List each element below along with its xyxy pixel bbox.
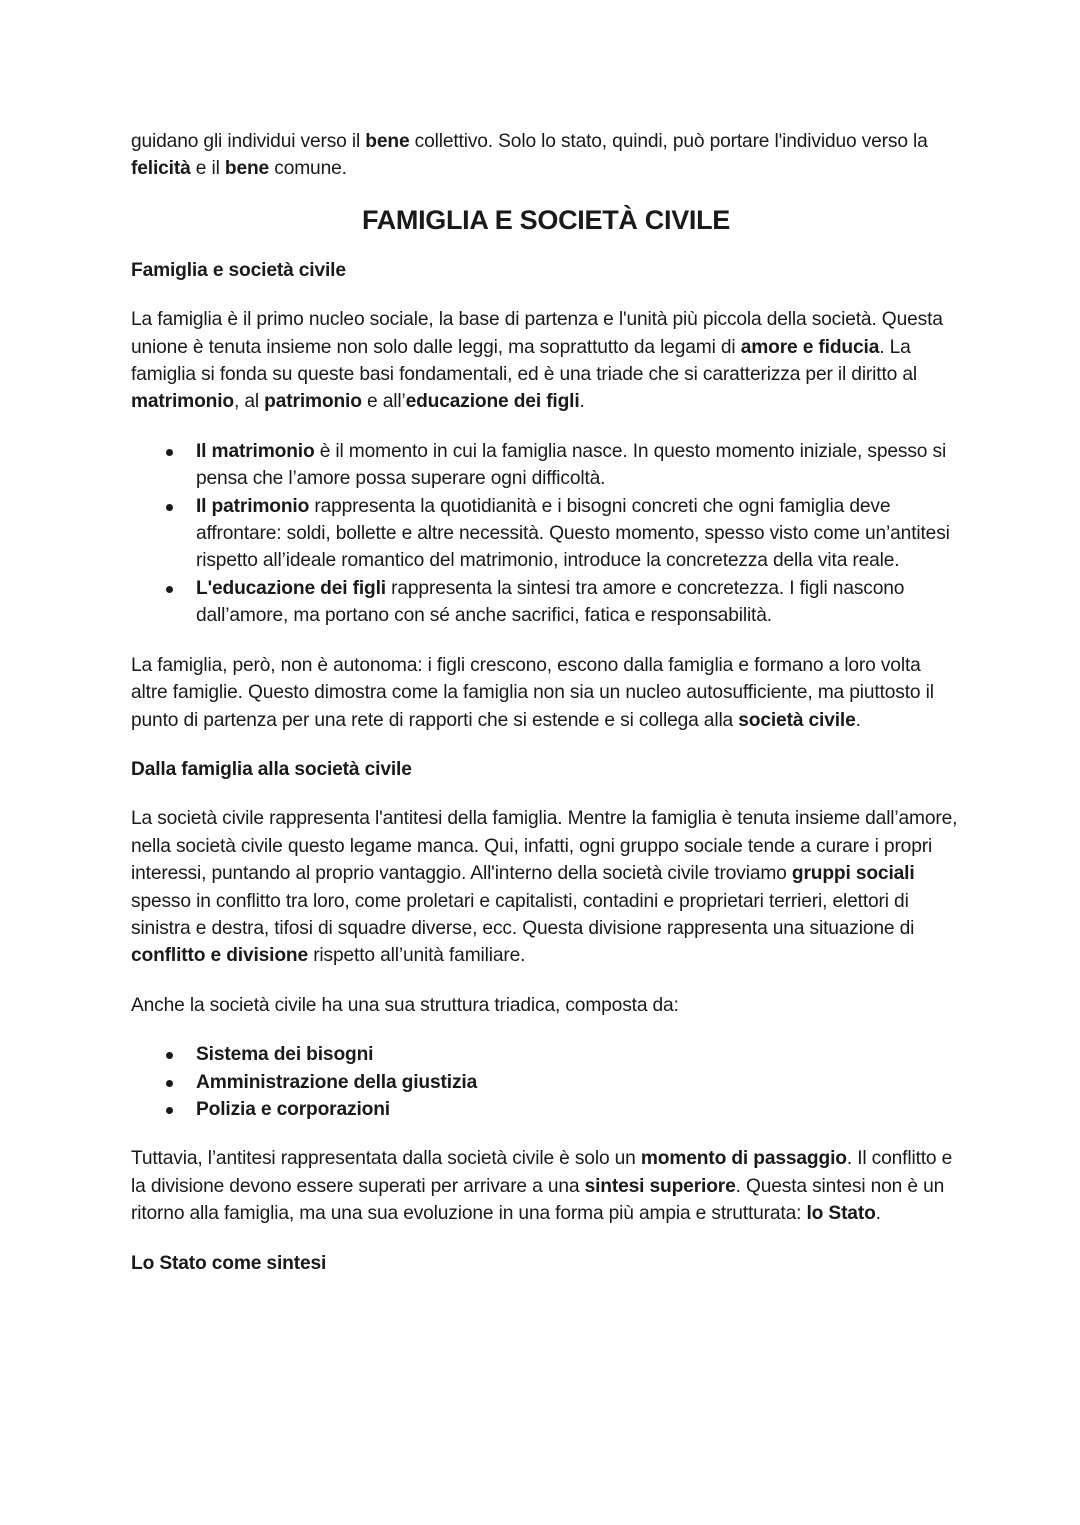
bullet-icon [166, 1107, 173, 1114]
famiglia-paragraph-2: La famiglia, però, non è autonoma: i figli crescono, escono dalla famiglia e formano a loro volta altre famiglie. Questo dimostra come la famiglia non sia un nucleo autosufficiente, ma piuttosto il punto di partenza per una rete di rapporti che si estende e si collega alla società civile. [131, 654, 934, 731]
bold-emphasis: amore e fiducia [740, 336, 880, 358]
bold-emphasis: patrimonio [264, 391, 362, 413]
bold-emphasis: Il patrimonio [196, 495, 310, 517]
list-item-educazione [196, 575, 961, 630]
bullet-icon [166, 1080, 173, 1087]
bold-emphasis: gruppi sociali [791, 863, 915, 885]
societa-paragraph-3: Tuttavia, l’antitesi rappresentata dalla società civile è solo un momento di passaggio. Il conflitto e la divisione devono essere superati per arrivare a una sintesi superiore. Questa sintesi non è un ritorno alla famiglia, ma una sua evoluzione in una forma più ampia e strutturata: lo Stato. [131, 1148, 953, 1225]
bold-emphasis: Il matrimonio [196, 440, 315, 462]
bullet-icon [166, 1052, 173, 1059]
bold-emphasis: conflitto e divisione [131, 945, 309, 967]
list-item-text [196, 1099, 390, 1120]
bold-emphasis: matrimonio [131, 391, 234, 413]
bold-emphasis: educazione dei figli [405, 391, 580, 413]
societa-paragraph-1: La società civile rappresenta l'antitesi della famiglia. Mentre la famiglia è tenuta insieme dall’amore, nella società civile questo legame manca. Qui, infatti, ogni gruppo sociale tende a curare i propri interessi, puntando al proprio vantaggio. All'interno della società civile troviamo gruppi sociali spesso in conflitto tra loro, come proletari e capitalisti, contadini e proprietari terrieri, elettori di sinistra e destra, tifosi di squadre diverse, ecc. Questa divisione rappresenta una situazione di conflitto e divisione rispetto all’unità familiare. [131, 808, 958, 967]
document-page [131, 128, 961, 1277]
list-item-amministrazione-giustizia [196, 1069, 961, 1096]
bullet-icon [166, 504, 173, 511]
list-item-text: Il patrimonio rappresenta la quotidianità e i bisogni concreti che ogni famiglia deve affrontare: soldi, bollette e altre necessità. Questo momento, spesso visto come un’antitesi rispetto all’ideale romantico del matrimonio, introduce la concretezza della vita reale. [196, 495, 950, 572]
bold-emphasis: Sistema dei bisogni [196, 1044, 374, 1066]
list-item-text: Il matrimonio è il momento in cui la famiglia nasce. In questo momento iniziale, spesso si pensa che l’amore possa superare ogni difficoltà. [196, 440, 947, 490]
section-title: FAMIGLIA E SOCIETÀ CIVILE [361, 204, 731, 235]
bold-emphasis: felicità [131, 158, 191, 180]
societa-triad-list [131, 1041, 961, 1123]
bold-emphasis: L'educazione dei figli [196, 577, 386, 599]
intro-paragraph: guidano gli individui verso il bene collettivo. Solo lo stato, quindi, può portare l'individuo verso la felicità e il bene comune. [131, 131, 928, 180]
subsection-heading-dalla-famiglia: Dalla famiglia alla società civile [131, 758, 412, 780]
list-item-matrimonio [196, 438, 961, 493]
bold-emphasis: Polizia e corporazioni [196, 1098, 390, 1120]
list-item-text [196, 1072, 477, 1093]
list-item-polizia-corporazioni [196, 1096, 961, 1123]
bold-emphasis: lo Stato [806, 1203, 876, 1225]
list-item-text: L'educazione dei figli rappresenta la sintesi tra amore e concretezza. I figli nascono dall’amore, ma portano con sé anche sacrifici, fatica e responsabilità. [196, 577, 905, 627]
list-item-patrimonio [196, 493, 961, 575]
bullet-icon [166, 586, 173, 593]
list-item-sistema-bisogni [196, 1041, 961, 1068]
bold-emphasis: momento di passaggio [640, 1148, 847, 1170]
bold-emphasis: bene [224, 158, 270, 180]
bullet-icon [166, 449, 173, 456]
societa-paragraph-2: Anche la società civile ha una sua struttura triadica, composta da: [131, 994, 679, 1016]
bold-emphasis: sintesi superiore [584, 1175, 736, 1197]
list-item-text [196, 1044, 373, 1065]
bold-emphasis: società civile [738, 709, 856, 731]
subsection-heading-stato: Lo Stato come sintesi [131, 1252, 327, 1274]
famiglia-paragraph-1: La famiglia è il primo nucleo sociale, la base di partenza e l'unità più piccola della società. Questa unione è tenuta insieme non solo dalle leggi, ma soprattutto da legami di amore e fiducia. La famiglia si fonda su queste basi fondamentali, ed è una triade che si caratterizza per il diritto al matrimonio, al patrimonio e all’educazione dei figli. [131, 309, 943, 413]
bold-emphasis: bene [365, 131, 410, 152]
famiglia-triad-list [131, 438, 961, 630]
bold-emphasis: Amministrazione della giustizia [196, 1071, 478, 1093]
subsection-heading-famiglia: Famiglia e società civile [131, 259, 346, 281]
